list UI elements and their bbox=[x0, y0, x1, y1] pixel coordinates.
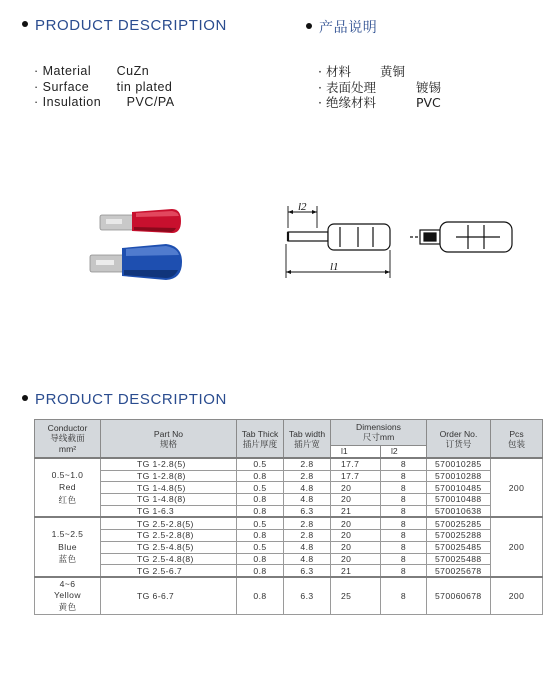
col-header-order: Order No. 订货号 bbox=[427, 420, 491, 459]
table-row: TG 2.5-4.8(5) 0.5 4.8 20 8 570025485 bbox=[35, 541, 543, 553]
table-row: TG 1-6.3 0.8 6.3 21 8 570010638 bbox=[35, 505, 543, 517]
col-header-tabthick: Tab Thick 插片厚度 bbox=[237, 420, 284, 459]
spec-item-cn-material: · 材料 黄铜 bbox=[318, 64, 405, 79]
table-row: TG 2.5-4.8(8) 0.8 4.8 20 8 570025488 bbox=[35, 553, 543, 565]
conductor-cell-yellow: 4~6 Yellow 黄色 bbox=[35, 577, 101, 615]
section-title-en: PRODUCT DESCRIPTION bbox=[22, 17, 227, 34]
bullet-icon bbox=[22, 21, 28, 27]
table-row: TG 1-4.8(5) 0.5 4.8 20 8 570010485 bbox=[35, 482, 543, 494]
table-row: 4~6 Yellow 黄色 TG 6-6.7 0.8 6.3 25 8 570060678 200 bbox=[35, 577, 543, 615]
bullet-icon bbox=[306, 23, 312, 29]
section-title-cn: 产品说明 bbox=[306, 17, 377, 37]
col-header-pcs: Pcs 包装 bbox=[491, 420, 543, 459]
table-row: TG 2.5-2.8(8) 0.8 2.8 20 8 570025288 bbox=[35, 530, 543, 542]
bullet-icon bbox=[22, 395, 28, 401]
table-row: TG 1-4.8(8) 0.8 4.8 20 8 570010488 bbox=[35, 494, 543, 506]
table-row: 0.5~1.0 Red 红色 TG 1-2.8(5) 0.5 2.8 17.7 8 570010285 200 bbox=[35, 458, 543, 470]
dim-label-l1: l1 bbox=[330, 261, 339, 273]
col-header-partno: Part No 规格 bbox=[101, 420, 237, 459]
col-header-dimensions: Dimensions 尺寸mm bbox=[331, 420, 427, 446]
table-row: TG 1-2.8(8) 0.8 2.8 17.7 8 570010288 bbox=[35, 470, 543, 482]
spec-table bbox=[34, 419, 543, 615]
spec-list-cn bbox=[318, 64, 441, 111]
section2-title: PRODUCT DESCRIPTION bbox=[22, 391, 227, 408]
col-header-conductor: Conductor 导线截面 mm² bbox=[35, 420, 101, 459]
conductor-cell-red: 0.5~1.0 Red 红色 bbox=[35, 458, 101, 517]
spec-item-cn-surface: · 表面处理 镀锡 bbox=[318, 79, 441, 95]
product-photo bbox=[86, 206, 196, 284]
dim-label-l2: l2 bbox=[298, 201, 307, 213]
blue-terminal-image bbox=[90, 244, 182, 280]
spec-list-en bbox=[34, 64, 175, 111]
col-header-tabwidth: Tab width 插片宽 bbox=[284, 420, 331, 459]
spec-item-material: · Material CuZn bbox=[34, 64, 150, 78]
col-header-l1: l1 bbox=[331, 445, 381, 458]
conductor-cell-blue: 1.5~2.5 Blue 蓝色 bbox=[35, 517, 101, 576]
table-row: 1.5~2.5 Blue 蓝色 TG 2.5-2.8(5) 0.5 2.8 20 8 570025285 200 bbox=[35, 517, 543, 529]
table-row: TG 2.5-6.7 0.8 6.3 21 8 570025678 bbox=[35, 565, 543, 577]
table-header-row bbox=[35, 420, 543, 446]
spec-item-insulation: · Insulation PVC/PA bbox=[34, 95, 175, 109]
spec-item-surface: · Surface tin plated bbox=[34, 79, 173, 94]
technical-drawing bbox=[278, 200, 528, 282]
spec-item-cn-insulation: · 绝缘材料 PVC bbox=[318, 95, 441, 110]
red-terminal-image bbox=[100, 209, 181, 233]
col-header-l2: l2 bbox=[381, 445, 427, 458]
